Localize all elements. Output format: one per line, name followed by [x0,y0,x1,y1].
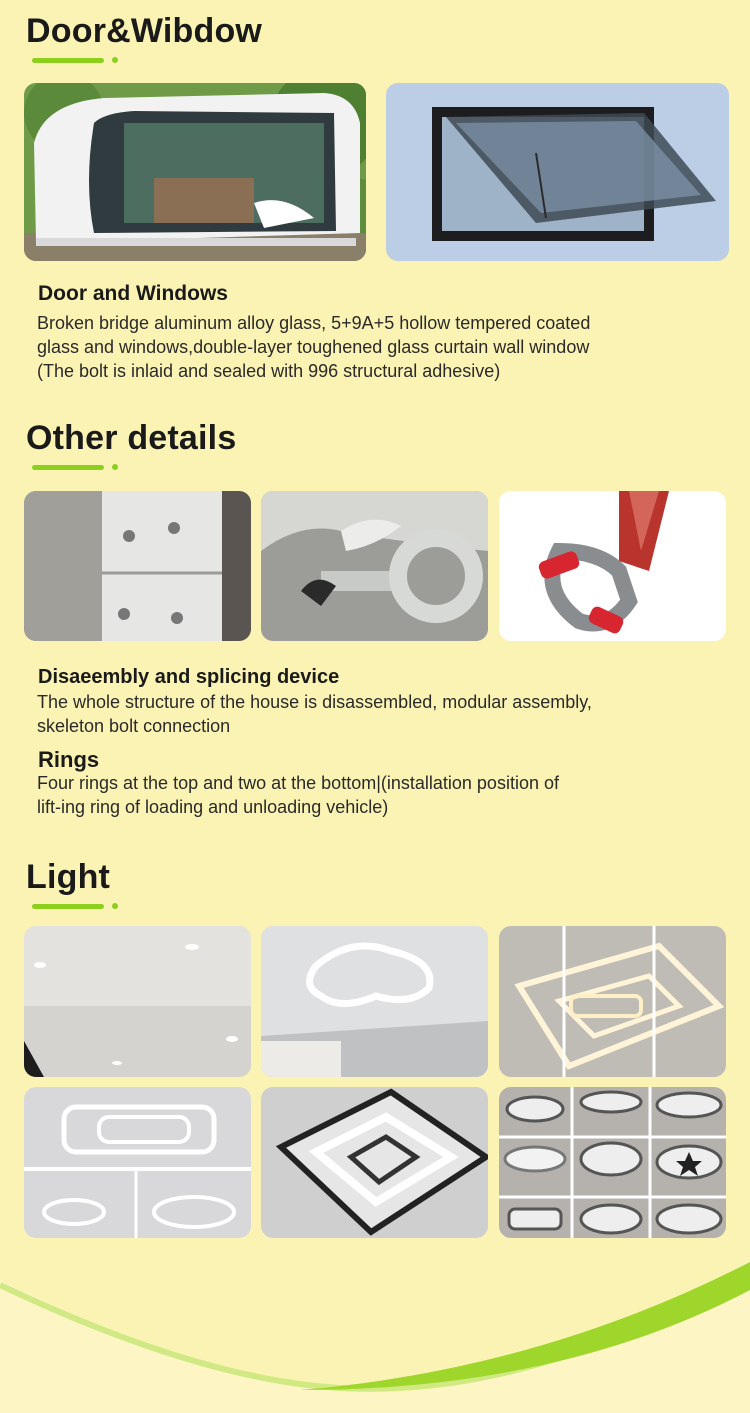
title-underline-dot [112,464,118,470]
door-caption-line: (The bolt is inlaid and sealed with 996 structural adhesive) [37,361,501,381]
eye-bolt-photo [261,491,488,641]
detail-item-body [37,771,677,819]
shackle-photo [499,491,726,641]
light-photo-rectangle-lamp [24,1087,251,1238]
detail-item-line: skeleton bolt connection [37,716,231,736]
light-photo-shape-lamps [499,1087,726,1238]
title-underline-bar [32,465,104,470]
title-underline-bar [32,904,104,909]
light-photo-spiral-lamp [261,1087,488,1238]
decorative-wave [0,1240,750,1413]
detail-item-line: The whole structure of the house is disassembled, modular assembly, [37,692,592,712]
door-caption-line: Broken bridge aluminum alloy glass, 5+9A+5 hollow tempered coated [37,313,591,333]
detail-item-title: Rings [38,747,100,772]
section-title-details: Other details [26,419,237,457]
detail-item-title: Disaeembly and splicing device [38,666,340,688]
light-photo-cloud-lamp [261,926,488,1077]
title-underline-dot [112,903,118,909]
capsule-house-photo [24,83,366,261]
title-underline-dot [112,57,118,63]
door-caption-body [37,311,677,383]
detail-item-body [37,690,677,738]
light-photo-downlights [24,926,251,1077]
door-caption-line: glass and windows,double-layer toughened glass curtain wall window [37,337,590,357]
door-caption-title: Door and Windows [38,282,228,305]
section-title-door: Door&Wibdow [26,12,263,50]
awning-window-photo [386,83,729,261]
section-title-light: Light [26,858,111,896]
splicing-bolts-photo [24,491,251,641]
detail-item-line: Four rings at the top and two at the bottom|(installation position of [37,773,559,793]
title-underline-bar [32,58,104,63]
light-photo-square-lamp [499,926,726,1077]
detail-item-line: lift-ing ring of loading and unloading vehicle) [37,797,389,817]
